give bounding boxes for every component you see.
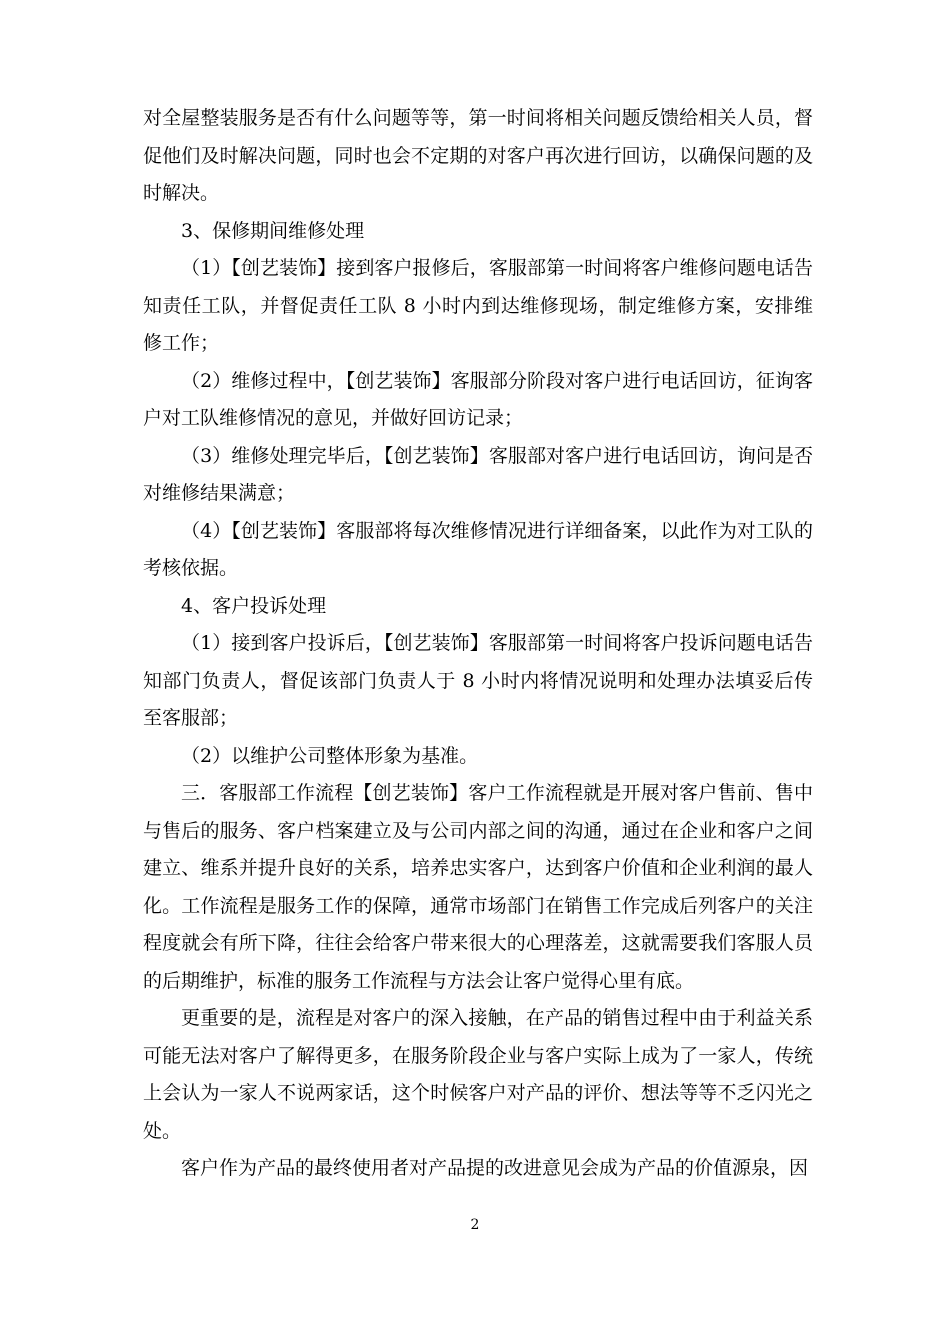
body-text <box>143 100 813 1188</box>
paragraph-customer-feedback: 客户作为产品的最终使用者对产品提的改进意见会成为产品的价值源泉，因 <box>181 1157 809 1179</box>
paragraph-repair-step-4: （4）【创艺装饰】客服部将每次维修情况进行详细备案，以此作为对工队的考核依据。 <box>143 519 813 579</box>
paragraph-complaint-step-2: （2）以维护公司整体形象为基准。 <box>181 744 479 767</box>
section-heading-warranty-repair: 3、保修期间维修处理 <box>181 219 365 242</box>
paragraph-workflow: 三．客服部工作流程【创艺装饰】客户工作流程就是开展对客户售前、售中与售后的服务、客户档案建立及与公司内部之间的沟通，通过在企业和客户之间建立、维系并提升良好的关系，培养忠实客户，达到客户价值和企业利润的最人化。工作流程是服务工作的保障，通常市场部门在销售工作完成后列客户的关注程度就会有所下降，往往会给客户带来很大的心理落差，这就需要我们客服人员的后期维护，标准的服务工作流程与方法会让客户觉得心里有底。 <box>143 782 813 992</box>
paragraph-importance: 更重要的是，流程是对客户的深入接触，在产品的销售过程中由于利益关系可能无法对客户了解得更多，在服务阶段企业与客户实际上成为了一家人，传统上会认为一家人不说两家话，这个时候客户对产品的评价、想法等等不乏闪光之处。 <box>143 1007 813 1142</box>
paragraph-complaint-step-1: （1）接到客户投诉后，【创艺装饰】客服部第一时间将客户投诉问题电话告知部门负责人，督促该部门负责人于 8 小时内将情况说明和处理办法填妥后传至客服部； <box>143 632 813 729</box>
section-heading-complaints: 4、客户投诉处理 <box>181 594 327 617</box>
paragraph-continued: 对全屋整装服务是否有什么问题等等，第一时间将相关问题反馈给相关人员，督促他们及时解决问题，同时也会不定期的对客户再次进行回访，以确保问题的及时解决。 <box>143 107 813 204</box>
page-number: 2 <box>470 1217 480 1233</box>
paragraph-repair-step-3: （3）维修处理完毕后，【创艺装饰】客服部对客户进行电话回访，询问是否对维修结果满意； <box>143 444 813 504</box>
paragraph-repair-step-2: （2）维修过程中，【创艺装饰】客服部分阶段对客户进行电话回访，征询客户对工队维修情况的意见，并做好回访记录； <box>143 369 813 429</box>
paragraph-repair-step-1: （1）【创艺装饰】接到客户报修后，客服部第一时间将客户维修问题电话告知责任工队，并督促责任工队 8 小时内到达维修现场，制定维修方案，安排维修工作； <box>143 257 813 354</box>
